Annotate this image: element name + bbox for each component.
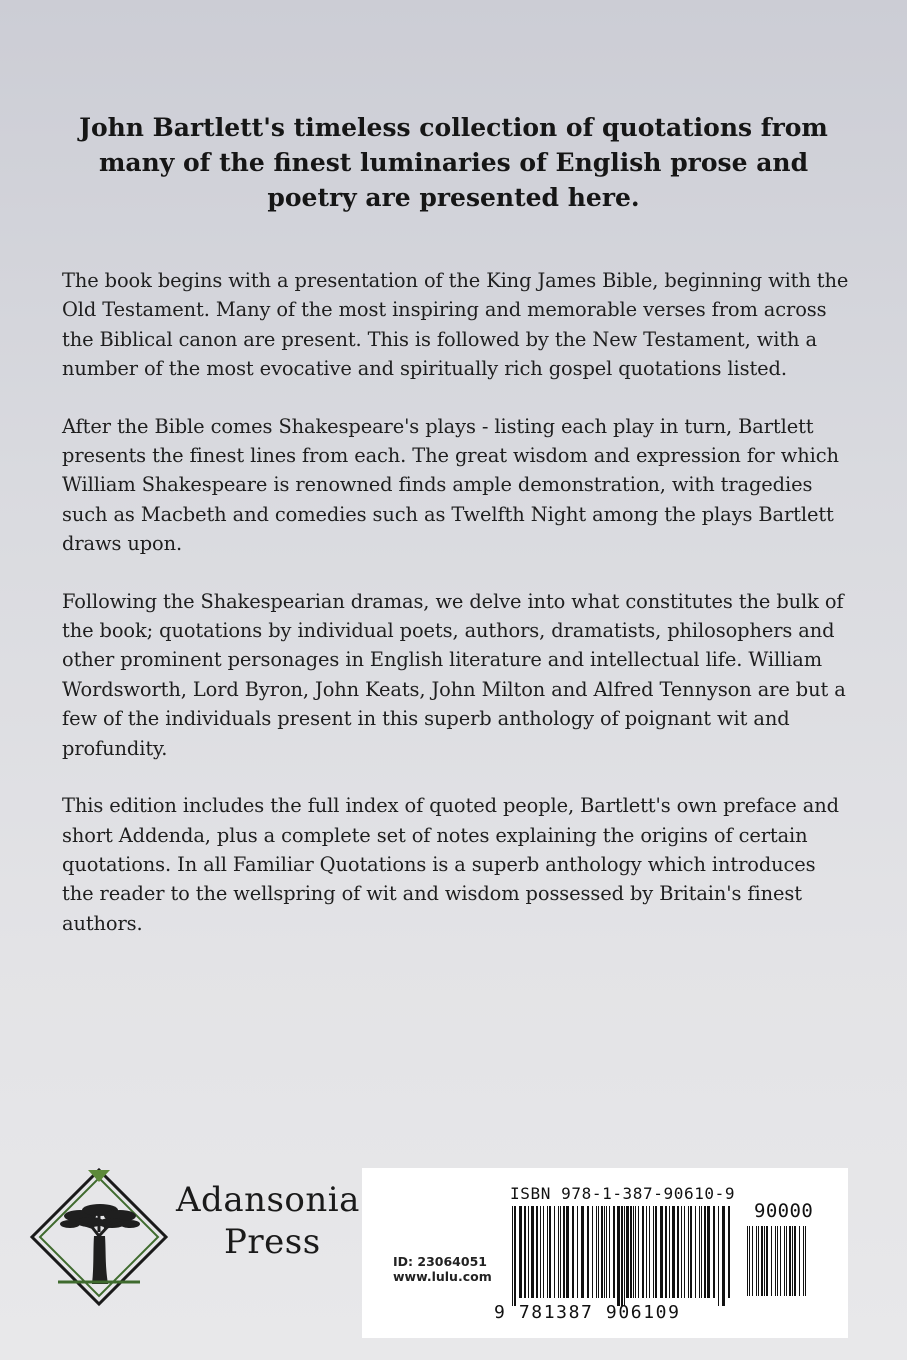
barcode-bar <box>718 1206 719 1306</box>
barcode-bar <box>621 1206 623 1306</box>
barcode-bar <box>655 1206 657 1298</box>
barcode-bar <box>630 1206 632 1298</box>
barcode-bar <box>638 1206 639 1298</box>
barcode-bar <box>519 1206 522 1298</box>
addon-barcode-bars <box>747 1226 809 1304</box>
isbn-label: ISBN 978-1-387-90610-9 <box>510 1184 736 1203</box>
blurb-paragraph: The book begins with a presentation of the King James Bible, beginning with the Old Testament. Many of the most inspiring and memorable verses from across the Biblical canon are present. This is followed by the New Testament, with a number of the most evocative and spiritually rich gospel quotations listed. <box>62 269 849 381</box>
barcode-bar <box>540 1206 541 1298</box>
barcode-bar <box>560 1206 561 1298</box>
barcode-bar <box>777 1226 778 1296</box>
barcode-bar <box>747 1226 748 1296</box>
barcode-bar <box>766 1226 768 1296</box>
barcode-bar <box>775 1226 776 1296</box>
barcode-bar <box>789 1226 791 1296</box>
barcode-bar <box>531 1206 534 1298</box>
barcode-bar <box>665 1206 667 1298</box>
barcode-bar <box>704 1206 706 1298</box>
barcode-bar <box>613 1206 615 1298</box>
blurb-body <box>62 266 850 966</box>
addon-code: 90000 <box>754 1200 814 1222</box>
barcode-bar <box>728 1206 730 1298</box>
barcode-bar <box>536 1206 538 1298</box>
publisher-name: Press <box>224 1222 321 1262</box>
publisher-logo <box>28 1166 368 1316</box>
barcode-bar <box>572 1206 574 1298</box>
barcode-bar <box>626 1206 629 1298</box>
barcode-bar <box>771 1226 772 1296</box>
barcode-bar <box>699 1206 700 1298</box>
barcode-bar <box>677 1206 679 1298</box>
barcode-bar <box>635 1206 636 1298</box>
barcode-bar <box>784 1226 785 1296</box>
barcode-bar <box>554 1206 555 1298</box>
isbn-barcode <box>362 1168 848 1338</box>
barcode-bar <box>653 1206 654 1298</box>
barcode-bar <box>752 1226 753 1296</box>
barcode-bar <box>606 1206 607 1298</box>
barcode-bar <box>756 1226 757 1296</box>
barcode-bar <box>803 1226 804 1296</box>
barcode-bar <box>646 1206 647 1298</box>
barcode-bar <box>528 1206 529 1298</box>
barcode-bar <box>672 1206 675 1298</box>
print-url: www.lulu.com <box>393 1269 492 1284</box>
print-id-number: ID: 23064051 <box>393 1254 487 1269</box>
barcode-bar <box>566 1206 569 1298</box>
barcode-bar <box>688 1206 689 1298</box>
barcode-bar <box>563 1206 565 1298</box>
barcode-bar <box>794 1226 796 1296</box>
barcode-bar <box>749 1226 750 1296</box>
barcode-bar <box>601 1206 603 1298</box>
barcode-bar <box>633 1206 634 1298</box>
print-id <box>393 1254 492 1284</box>
publisher-name: Adansonia <box>176 1180 360 1220</box>
barcode-digits: 9 781387 906109 <box>494 1302 681 1323</box>
barcode-bar <box>707 1206 710 1298</box>
barcode-bar <box>512 1206 513 1306</box>
barcode-bar <box>805 1226 806 1296</box>
barcode-bar <box>764 1226 765 1296</box>
barcode-bar <box>761 1226 763 1296</box>
barcode-bar <box>695 1206 696 1298</box>
barcode-bar <box>799 1226 800 1296</box>
barcode-bar <box>604 1206 605 1298</box>
barcode-bar <box>577 1206 578 1298</box>
barcode-bar <box>792 1226 793 1296</box>
barcode-bar <box>581 1206 584 1298</box>
blurb-paragraph: Following the Shakespearian dramas, we delve into what constitutes the bulk of the book; quotations by individual poets, authors, dramatists, philosophers and other prominent personages in English literature and intellectual life. William Wordsworth, Lord Byron, John Keats, John Milton and Alfred Tennyson are but a few of the individuals present in this superb anthology of poignant wit and profundity. <box>62 589 846 760</box>
barcode-bar <box>722 1206 725 1306</box>
barcode-bar <box>514 1206 516 1306</box>
barcode-bar <box>549 1206 551 1298</box>
barcode-bar <box>624 1206 625 1306</box>
barcode-bar <box>592 1206 593 1298</box>
barcode-bar <box>609 1206 610 1298</box>
barcode-bar <box>786 1226 787 1296</box>
barcode-bar <box>713 1206 715 1298</box>
barcode-bar <box>598 1206 599 1298</box>
barcode-bar <box>649 1206 650 1298</box>
barcode-bar <box>758 1226 759 1296</box>
barcode-bar <box>701 1206 702 1298</box>
barcode-bar <box>596 1206 597 1298</box>
barcode-bar <box>681 1206 682 1298</box>
baobab-tree-icon <box>28 1166 170 1308</box>
barcode-bars <box>512 1206 734 1306</box>
barcode-bar <box>524 1206 526 1298</box>
barcode-bar <box>660 1206 663 1298</box>
barcode-bar <box>780 1226 781 1296</box>
barcode-bar <box>617 1206 620 1306</box>
blurb-paragraph: After the Bible comes Shakespeare's plays - listing each play in turn, Bartlett presents the finest lines from each. The great wisdom and expression for which William Shakespeare is renowned finds ample demonstration, with tragedies such as Macbeth and comedies such as Twelfth Night among the plays Bartlett draws upon. <box>62 414 839 556</box>
barcode-bar <box>690 1206 692 1298</box>
cover-headline: John Bartlett's timeless collection of quotations from many of the finest luminaries of English prose and poetry are presented here. <box>79 113 828 212</box>
barcode-bar <box>558 1206 559 1298</box>
barcode-bar <box>642 1206 644 1298</box>
barcode-bar <box>684 1206 685 1298</box>
barcode-bar <box>547 1206 548 1298</box>
barcode-bar <box>669 1206 670 1298</box>
barcode-bar <box>543 1206 544 1298</box>
barcode-bar <box>587 1206 589 1298</box>
blurb-paragraph: This edition includes the full index of quoted people, Bartlett's own preface and short Addenda, plus a complete set of notes explaining the origins of certain quotations. In all Familiar Quotations is a superb anthology which introduces the reader to the wellspring of wit and wisdom possessed by Britain's finest authors. <box>62 794 839 935</box>
